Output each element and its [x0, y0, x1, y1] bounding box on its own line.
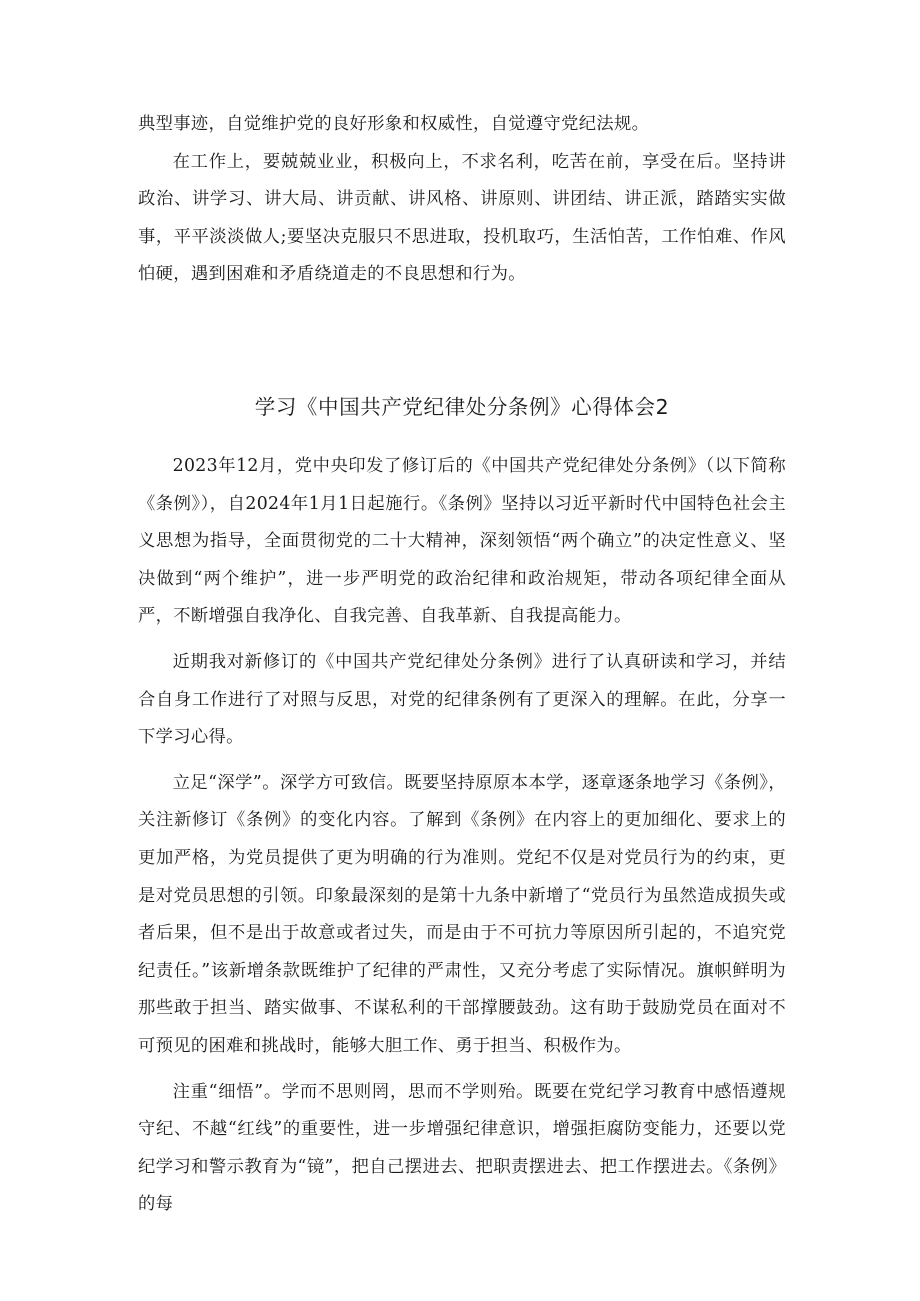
- intro-paragraph-2: 在工作上，要兢兢业业，积极向上，不求名利，吃苦在前，享受在后。坚持讲政治、讲学习、讲大局、讲贡献、讲风格、讲原则、讲团结、讲正派，踏踏实实做事，平平淡淡做人;要坚决克服只不思进取，投机取巧，生活怕苦，工作怕难、作风怕硬，遇到困难和矛盾绕道走的不良思想和行为。: [138, 151, 786, 285]
- section-title: 学习《中国共产党纪律处分条例》心得体会2: [254, 395, 670, 419]
- body-paragraph-4: 注重“细悟”。学而不思则罔，思而不学则殆。既要在党纪学习教育中感悟遵规守纪、不越“红线”的重要性，进一步增强纪律意识，增强拒腐防变能力，还要以党纪学习和警示教育为“镜”，把自己摆进去、把职责摆进去、把工作摆进去。《条例》的每: [138, 1081, 786, 1215]
- document-page: [138, 106, 786, 1215]
- body-paragraph-1: 2023年12月，党中央印发了修订后的《中国共产党纪律处分条例》（以下简称《条例》），自2024年1月1日起施行。《条例》坚持以习近平新时代中国特色社会主义思想为指导，全面贯彻党的二十大精神，深刻领悟“两个确立”的决定性意义、坚决做到“两个维护”，进一步严明党的政治纪律和政治规矩，带动各项纪律全面从严，不断增强自我净化、自我完善、自我革新、自我提高能力。: [138, 456, 786, 627]
- body-paragraph-3: 立足“深学”。深学方可致信。既要坚持原原本本学，逐章逐条地学习《条例》，关注新修订《条例》的变化内容。了解到《条例》在内容上的更加细化、要求上的更加严格，为党员提供了更为明确的行为准则。党纪不仅是对党员行为的约束，更是对党员思想的引领。印象最深刻的是第十九条中新增了“党员行为虽然造成损失或者后果，但不是出于故意或者过失，而是由于不可抗力等原因所引起的，不追究党纪责任。”该新增条款既维护了纪律的严肃性，又充分考虑了实际情况。旗帜鲜明为那些敢于担当、踏实做事、不谋私利的干部撑腰鼓劲。这有助于鼓励党员在面对不可预见的困难和挑战时，能够大胆工作、勇于担当、积极作为。: [138, 772, 786, 1056]
- intro-paragraph-1: 典型事迹，自觉维护党的良好形象和权威性，自觉遵守党纪法规。: [138, 114, 650, 134]
- section-body: [138, 448, 786, 1224]
- body-paragraph-2: 近期我对新修订的《中国共产党纪律处分条例》进行了认真研读和学习，并结合自身工作进行了对照与反思，对党的纪律条例有了更深入的理解。在此，分享一下学习心得。: [138, 651, 786, 748]
